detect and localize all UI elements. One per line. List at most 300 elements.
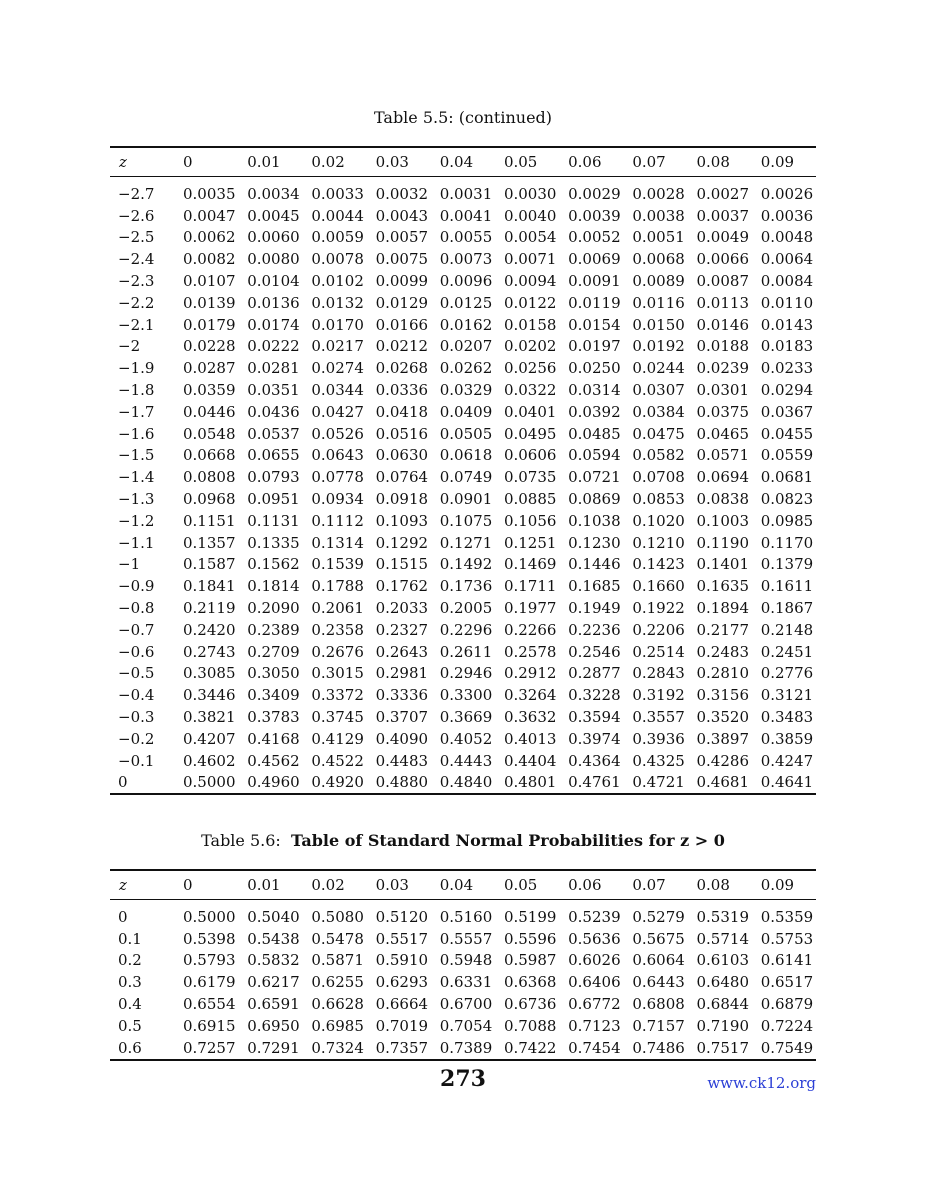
probability-cell: 0.5359 [760,907,814,926]
probability-cell: 0.4013 [503,729,557,748]
probability-cell: 0.0183 [760,337,814,356]
probability-cell: 0.6368 [503,973,557,992]
probability-cell: 0.3015 [311,664,364,683]
probability-cell: 0.0823 [760,490,814,509]
probability-cell: 0.6217 [247,973,300,992]
probability-cell: 0.4207 [183,729,236,748]
probability-cell: 0.0170 [311,315,364,334]
probability-cell: 0.0808 [183,468,236,487]
table-row [110,993,816,1015]
site-link[interactable]: www.ck12.org [707,1074,816,1092]
column-header: 0.06 [568,876,602,894]
probability-cell: 0.0793 [247,468,300,487]
table-row [110,728,816,750]
probability-cell: 0.4364 [568,751,621,770]
probability-cell: 0.5948 [439,951,493,970]
probability-cell: 0.2090 [247,599,300,618]
probability-cell: 0.5987 [503,951,557,970]
column-header: 0.08 [696,876,730,894]
probability-cell: 0.1894 [696,599,749,618]
probability-cell: 0.6915 [183,1016,236,1035]
probability-cell: 0.6255 [311,973,364,992]
probability-cell: 0.6554 [183,995,236,1014]
probability-cell: 0.0455 [760,424,814,443]
probability-cell: 0.5199 [503,907,557,926]
probability-cell: 0.2709 [247,642,300,661]
probability-cell: 0.0630 [375,446,429,465]
table-row [110,314,816,336]
column-header: 0.08 [696,153,730,171]
probability-cell: 0.7054 [439,1016,493,1035]
probability-cell: 0.0089 [632,272,685,291]
probability-cell: 0.0059 [311,228,364,247]
probability-cell: 0.5753 [760,929,814,948]
z-value-cell: 0 [118,907,128,926]
table-row [110,1015,816,1037]
probability-cell: 0.0735 [503,468,557,487]
probability-cell: 0.0125 [439,293,493,312]
probability-cell: 0.3821 [183,708,236,727]
probability-cell: 0.5871 [311,951,364,970]
z-value-cell: −2 [118,337,141,356]
probability-cell: 0.5319 [696,907,749,926]
probability-cell: 0.1515 [375,555,429,574]
z-value-cell: −2.2 [118,293,155,312]
table-row [110,336,816,358]
probability-cell: 0.3483 [760,708,814,727]
z-table-negative [110,146,816,795]
probability-cell: 0.0427 [311,402,364,421]
probability-cell: 0.0035 [183,184,236,203]
z-value-cell: 0.4 [118,995,142,1014]
probability-cell: 0.4052 [439,729,493,748]
probability-cell: 0.0029 [568,184,621,203]
probability-cell: 0.5160 [439,907,493,926]
probability-cell: 0.4602 [183,751,236,770]
probability-cell: 0.2327 [375,620,429,639]
probability-cell: 0.0885 [503,490,557,509]
probability-cell: 0.1038 [568,511,621,530]
column-header: 0.05 [503,876,538,894]
probability-cell: 0.0038 [632,206,685,225]
probability-cell: 0.0060 [247,228,300,247]
probability-cell: 0.7190 [696,1016,749,1035]
probability-cell: 0.4920 [311,773,364,792]
probability-cell: 0.4681 [696,773,749,792]
probability-cell: 0.4168 [247,729,300,748]
probability-cell: 0.3745 [311,708,364,727]
probability-cell: 0.5557 [439,929,493,948]
probability-cell: 0.0222 [247,337,300,356]
probability-cell: 0.0495 [503,424,557,443]
z-value-cell: −1.6 [118,424,155,443]
column-header: 0.01 [247,153,281,171]
probability-cell: 0.0116 [632,293,685,312]
probability-cell: 0.1075 [439,511,493,530]
probability-cell: 0.6950 [247,1016,300,1035]
table-row [110,772,816,795]
z-value-cell: −1.4 [118,468,155,487]
z-value-cell: 0 [118,773,128,792]
table-row [110,1037,816,1060]
probability-cell: 0.0571 [696,446,749,465]
column-header: 0 [183,153,193,171]
probability-cell: 0.5239 [568,907,621,926]
table-row [110,488,816,510]
probability-cell: 0.1867 [760,599,814,618]
probability-cell: 0.4960 [247,773,300,792]
z-value-cell: −0.8 [118,599,155,618]
probability-cell: 0.0869 [568,490,621,509]
probability-cell: 0.5478 [311,929,364,948]
probability-cell: 0.0078 [311,250,364,269]
probability-cell: 0.2776 [760,664,814,683]
probability-cell: 0.5517 [375,929,429,948]
probability-cell: 0.2148 [760,620,814,639]
table-row [110,205,816,227]
probability-cell: 0.1762 [375,577,429,596]
probability-cell: 0.0031 [439,184,493,203]
probability-cell: 0.6406 [568,973,621,992]
probability-cell: 0.3859 [760,729,814,748]
probability-cell: 0.2177 [696,620,749,639]
probability-cell: 0.0594 [568,446,621,465]
probability-cell: 0.5040 [247,907,300,926]
probability-cell: 0.0099 [375,272,429,291]
probability-cell: 0.1379 [760,555,814,574]
probability-cell: 0.5000 [183,773,236,792]
probability-cell: 0.0853 [632,490,685,509]
probability-cell: 0.1562 [247,555,300,574]
probability-cell: 0.5438 [247,929,300,948]
probability-cell: 0.5120 [375,907,429,926]
column-header: 0.09 [760,876,795,894]
probability-cell: 0.0618 [439,446,493,465]
probability-cell: 0.2389 [247,620,300,639]
probability-cell: 0.0336 [375,381,429,400]
probability-cell: 0.4129 [311,729,364,748]
probability-cell: 0.0307 [632,381,685,400]
probability-cell: 0.3156 [696,686,749,705]
probability-cell: 0.2810 [696,664,749,683]
probability-cell: 0.0281 [247,359,300,378]
probability-cell: 0.1357 [183,533,236,552]
probability-cell: 0.1660 [632,577,685,596]
probability-cell: 0.6179 [183,973,236,992]
probability-cell: 0.0047 [183,206,236,225]
z-value-cell: −1.1 [118,533,155,552]
z-value-cell: −0.7 [118,620,155,639]
column-header: 0.01 [247,876,281,894]
column-header: 0 [183,876,193,894]
probability-cell: 0.0606 [503,446,557,465]
table-row [110,663,816,685]
probability-cell: 0.3264 [503,686,557,705]
z-value-cell: 0.3 [118,973,142,992]
probability-cell: 0.0256 [503,359,557,378]
table-row [110,379,816,401]
probability-cell: 0.4880 [375,773,429,792]
probability-cell: 0.5714 [696,929,749,948]
probability-cell: 0.4801 [503,773,557,792]
probability-cell: 0.1112 [311,511,364,530]
probability-cell: 0.0505 [439,424,493,443]
probability-cell: 0.2005 [439,599,493,618]
table-row [110,597,816,619]
probability-cell: 0.0409 [439,402,493,421]
column-header: 0.03 [375,876,409,894]
probability-cell: 0.0188 [696,337,749,356]
probability-cell: 0.2643 [375,642,429,661]
probability-cell: 0.1292 [375,533,429,552]
probability-cell: 0.0096 [439,272,493,291]
probability-cell: 0.0027 [696,184,749,203]
probability-cell: 0.0110 [760,293,814,312]
probability-cell: 0.1736 [439,577,493,596]
probability-cell: 0.0465 [696,424,749,443]
probability-cell: 0.7549 [760,1038,814,1057]
probability-cell: 0.2061 [311,599,364,618]
probability-cell: 0.0233 [760,359,814,378]
probability-cell: 0.0582 [632,446,685,465]
probability-cell: 0.0107 [183,272,236,291]
probability-cell: 0.0516 [375,424,429,443]
probability-cell: 0.0401 [503,402,557,421]
column-header: 0.09 [760,153,795,171]
probability-cell: 0.0158 [503,315,557,334]
probability-cell: 0.1949 [568,599,621,618]
probability-cell: 0.0028 [632,184,685,203]
z-value-cell: −0.1 [118,751,155,770]
column-header: 0.02 [311,876,345,894]
probability-cell: 0.4483 [375,751,429,770]
probability-cell: 0.3783 [247,708,300,727]
probability-cell: 0.0113 [696,293,749,312]
probability-cell: 0.0032 [375,184,429,203]
probability-cell: 0.2514 [632,642,685,661]
probability-cell: 0.2206 [632,620,685,639]
probability-cell: 0.1251 [503,533,557,552]
probability-cell: 0.0030 [503,184,557,203]
probability-cell: 0.0082 [183,250,236,269]
probability-cell: 0.1977 [503,599,557,618]
z-value-cell: 0.2 [118,951,142,970]
probability-cell: 0.2451 [760,642,814,661]
column-header: 0.06 [568,153,602,171]
probability-cell: 0.1922 [632,599,685,618]
column-header: 0.04 [439,876,474,894]
probability-cell: 0.0087 [696,272,749,291]
table-row [110,971,816,993]
probability-cell: 0.4562 [247,751,300,770]
table-row [110,928,816,950]
probability-cell: 0.0071 [503,250,557,269]
probability-cell: 0.0559 [760,446,814,465]
table-row [110,684,816,706]
probability-cell: 0.0436 [247,402,300,421]
probability-cell: 0.7088 [503,1016,557,1035]
probability-cell: 0.5910 [375,951,429,970]
probability-cell: 0.5080 [311,907,364,926]
probability-cell: 0.1056 [503,511,557,530]
probability-cell: 0.0207 [439,337,493,356]
probability-cell: 0.3936 [632,729,685,748]
probability-cell: 0.1711 [503,577,557,596]
table-row [110,510,816,532]
probability-cell: 0.7517 [696,1038,749,1057]
z-value-cell: −1.9 [118,359,155,378]
probability-cell: 0.0301 [696,381,749,400]
page-number: 273 [440,1066,486,1092]
probability-cell: 0.3520 [696,708,749,727]
probability-cell: 0.2358 [311,620,364,639]
probability-cell: 0.0197 [568,337,621,356]
probability-cell: 0.2912 [503,664,557,683]
probability-cell: 0.1131 [247,511,300,530]
probability-cell: 0.3409 [247,686,300,705]
z-value-cell: −1 [118,555,141,574]
table-row [110,423,816,445]
probability-cell: 0.6517 [760,973,814,992]
probability-cell: 0.1190 [696,533,749,552]
probability-cell: 0.0069 [568,250,621,269]
probability-cell: 0.3300 [439,686,493,705]
probability-cell: 0.0329 [439,381,493,400]
probability-cell: 0.0351 [247,381,300,400]
probability-cell: 0.7257 [183,1038,236,1057]
probability-cell: 0.0202 [503,337,557,356]
probability-cell: 0.0250 [568,359,621,378]
probability-cell: 0.0749 [439,468,493,487]
probability-cell: 0.0268 [375,359,429,378]
probability-cell: 0.4641 [760,773,814,792]
probability-cell: 0.3669 [439,708,493,727]
probability-cell: 0.7486 [632,1038,685,1057]
probability-cell: 0.6064 [632,951,685,970]
table-row [110,357,816,379]
z-value-cell: −0.4 [118,686,155,705]
probability-cell: 0.2420 [183,620,236,639]
probability-cell: 0.0143 [760,315,814,334]
probability-cell: 0.0129 [375,293,429,312]
probability-cell: 0.4286 [696,751,749,770]
probability-cell: 0.6844 [696,995,749,1014]
probability-cell: 0.1841 [183,577,236,596]
caption-label: Table 5.6: [201,831,281,850]
z-value-cell: −2.4 [118,250,155,269]
probability-cell: 0.5793 [183,951,236,970]
probability-cell: 0.6331 [439,973,493,992]
probability-cell: 0.0064 [760,250,814,269]
probability-cell: 0.0475 [632,424,685,443]
probability-cell: 0.0778 [311,468,364,487]
probability-cell: 0.1003 [696,511,749,530]
table-row [110,466,816,488]
table-row [110,706,816,728]
probability-cell: 0.0026 [760,184,814,203]
probability-cell: 0.6293 [375,973,429,992]
z-value-cell: −1.3 [118,490,155,509]
probability-cell: 0.0548 [183,424,236,443]
column-header: 0.02 [311,153,345,171]
probability-cell: 0.4443 [439,751,493,770]
column-header: 0.07 [632,876,666,894]
z-value-cell: −1.5 [118,446,155,465]
probability-cell: 0.2578 [503,642,557,661]
probability-cell: 0.0066 [696,250,749,269]
probability-cell: 0.2546 [568,642,621,661]
probability-cell: 0.5596 [503,929,557,948]
probability-cell: 0.0901 [439,490,493,509]
probability-cell: 0.0359 [183,381,236,400]
table-row [110,292,816,314]
z-value-cell: 0.6 [118,1038,142,1057]
probability-cell: 0.0146 [696,315,749,334]
probability-cell: 0.2033 [375,599,429,618]
probability-cell: 0.1210 [632,533,685,552]
probability-cell: 0.0375 [696,402,749,421]
caption-title: Table of Standard Normal Probabilities for z > 0 [290,831,725,850]
probability-cell: 0.6103 [696,951,749,970]
column-header: 0.05 [503,153,538,171]
probability-cell: 0.0655 [247,446,300,465]
z-value-cell: −0.2 [118,729,155,748]
probability-cell: 0.6591 [247,995,300,1014]
probability-cell: 0.0048 [760,228,814,247]
probability-cell: 0.2877 [568,664,621,683]
probability-cell: 0.0055 [439,228,493,247]
probability-cell: 0.0244 [632,359,685,378]
probability-cell: 0.1492 [439,555,493,574]
probability-cell: 0.2981 [375,664,429,683]
probability-cell: 0.3228 [568,686,621,705]
probability-cell: 0.0174 [247,315,300,334]
probability-cell: 0.4325 [632,751,685,770]
probability-cell: 0.0344 [311,381,364,400]
table-row [110,248,816,270]
probability-cell: 0.0054 [503,228,557,247]
probability-cell: 0.7357 [375,1038,429,1057]
probability-cell: 0.1788 [311,577,364,596]
z-value-cell: −0.6 [118,642,155,661]
probability-cell: 0.3085 [183,664,236,683]
probability-cell: 0.0951 [247,490,300,509]
probability-cell: 0.7157 [632,1016,685,1035]
probability-cell: 0.6985 [311,1016,364,1035]
probability-cell: 0.0192 [632,337,685,356]
probability-cell: 0.0392 [568,402,621,421]
probability-cell: 0.3192 [632,686,685,705]
probability-cell: 0.0073 [439,250,493,269]
z-value-cell: −2.3 [118,272,155,291]
probability-cell: 0.0068 [632,250,685,269]
probability-cell: 0.0287 [183,359,236,378]
probability-cell: 0.5636 [568,929,621,948]
probability-cell: 0.1635 [696,577,749,596]
column-header: 0.04 [439,153,474,171]
table-row [110,641,816,663]
probability-cell: 0.0294 [760,381,814,400]
probability-cell: 0.2236 [568,620,621,639]
probability-cell: 0.0643 [311,446,364,465]
probability-cell: 0.6480 [696,973,749,992]
probability-cell: 0.0102 [311,272,364,291]
probability-cell: 0.6879 [760,995,814,1014]
probability-cell: 0.3121 [760,686,814,705]
probability-cell: 0.0150 [632,315,685,334]
probability-cell: 0.0057 [375,228,429,247]
probability-cell: 0.0132 [311,293,364,312]
